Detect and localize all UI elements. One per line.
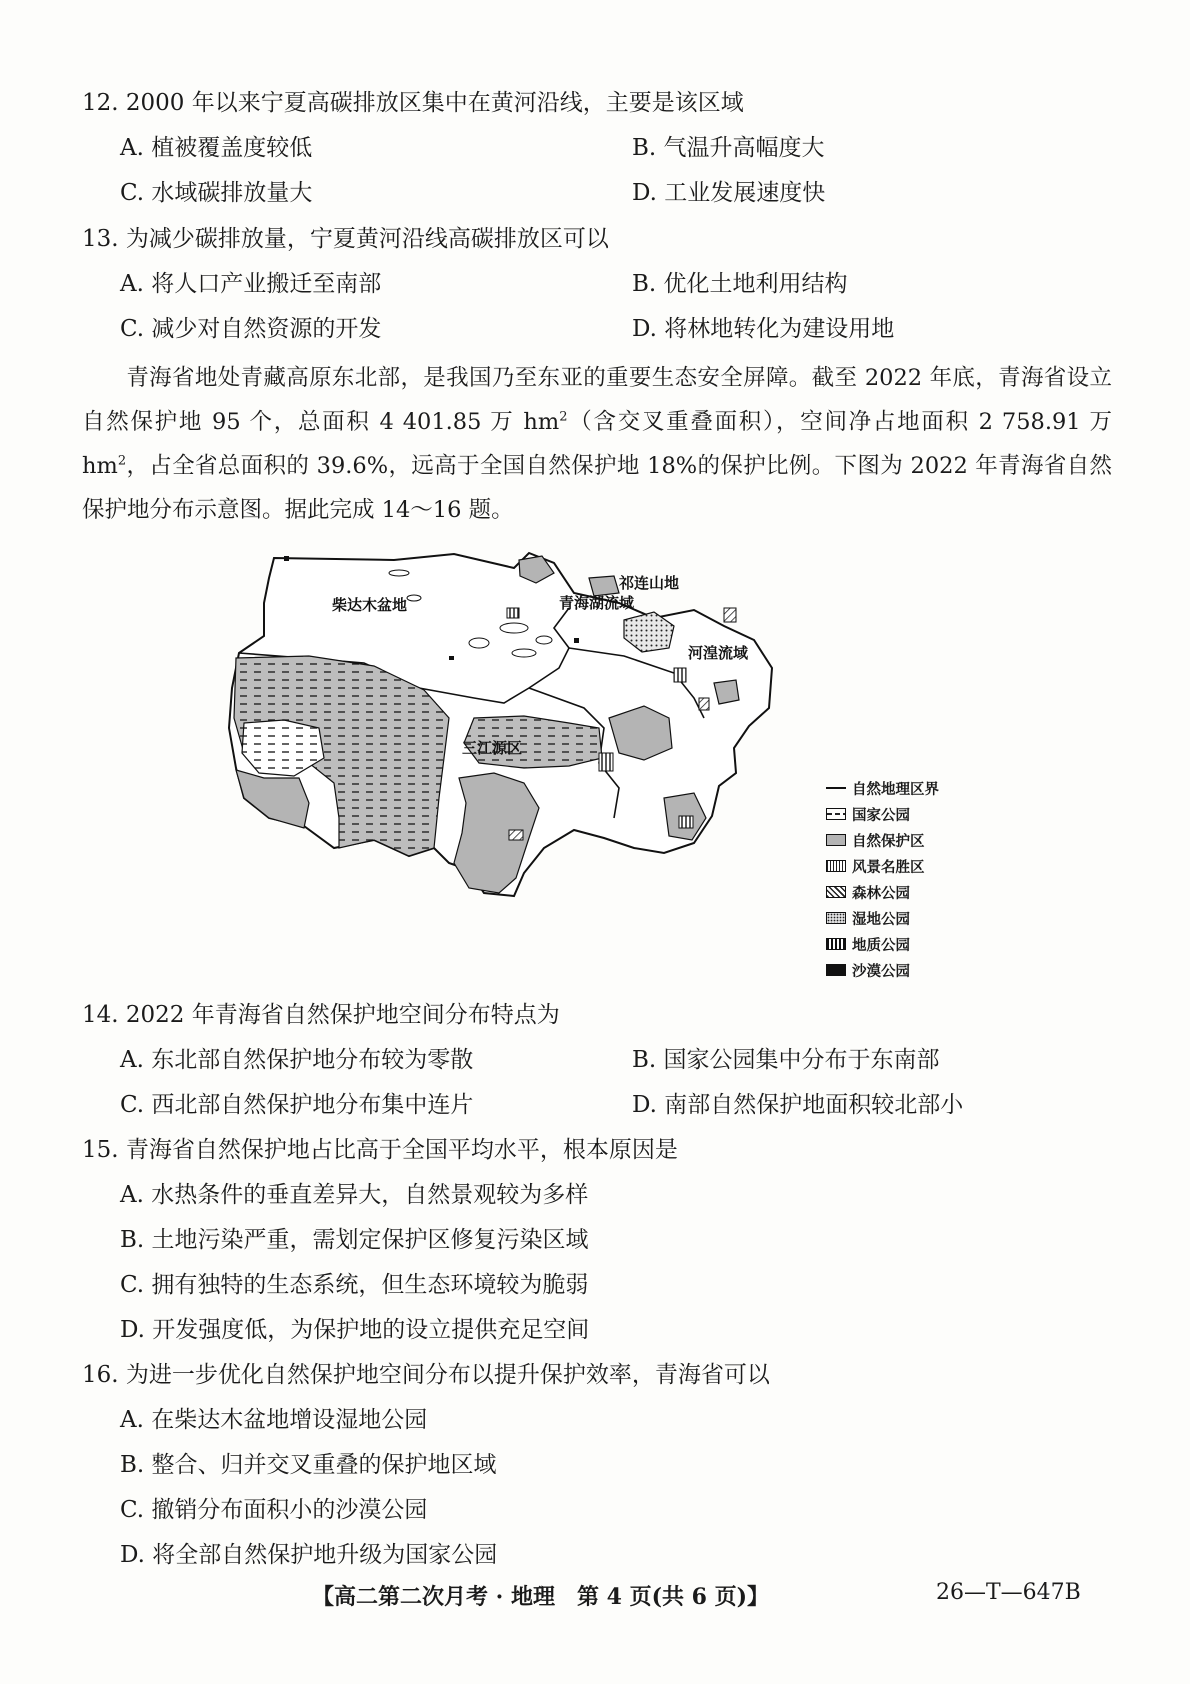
q14-option-a: A. 东北部自然保护地分布较为零散 [120,1047,474,1073]
legend-geological-park: 地质公园 [826,931,939,957]
q14-option-c: C. 西北部自然保护地分布集中连片 [120,1092,474,1118]
label-qinghai-lake: 青海湖流域 [559,594,635,612]
q16-option-a: A. 在柴达木盆地增设湿地公园 [120,1407,428,1433]
q15-option-b: B. 土地污染严重，需划定保护区修复污染区域 [120,1227,589,1253]
page-footer: 【高二第二次月考 · 地理 第 4 页(共 6 页)】 [312,1584,770,1610]
q13-option-d: D. 将林地转化为建设用地 [632,316,895,342]
q12-option-c: C. 水域碳排放量大 [120,180,313,206]
forest-park [509,830,523,840]
boundary-line-icon [826,787,846,789]
q12-option-b: B. 气温升高幅度大 [632,135,825,161]
geological-park [599,753,613,771]
protected-patch [469,638,489,648]
desert-park [284,556,289,561]
legend-forest-park: 森林公园 [826,879,939,905]
label-qilian: 祁连山地 [619,574,680,592]
q16-stem: 16. 为进一步优化自然保护地空间分布以提升保护效率，青海省可以 [82,1362,770,1388]
protected-patch [536,636,552,644]
q15-option-a: A. 水热条件的垂直差异大，自然景观较为多样 [120,1182,589,1208]
legend-national-park: 国家公园 [826,801,939,827]
q14-stem: 14. 2022 年青海省自然保护地空间分布特点为 [82,1002,560,1028]
vertical-lines-thin-icon [826,860,846,872]
label-huangshui: 河湟流域 [688,644,749,662]
scenic-area [507,608,519,618]
legend-desert-park: 沙漠公园 [826,957,939,983]
legend-wetland-park: 湿地公园 [826,905,939,931]
q14-option-d: D. 南部自然保护地面积较北部小 [632,1092,964,1118]
q13-stem: 13. 为减少碳排放量，宁夏黄河沿线高碳排放区可以 [82,226,609,252]
q15-option-c: C. 拥有独特的生态系统，但生态环境较为脆弱 [120,1272,589,1298]
geological-park [679,816,693,828]
q12-option-a: A. 植被覆盖度较低 [120,135,313,161]
q16-option-b: B. 整合、归并交叉重叠的保护地区域 [120,1452,497,1478]
desert-park [574,638,579,643]
vertical-lines-bold-icon [826,938,846,950]
q16-option-d: D. 将全部自然保护地升级为国家公园 [120,1542,498,1568]
q16-option-c: C. 撤销分布面积小的沙漠公园 [120,1497,428,1523]
legend-boundary: 自然地理区界 [826,775,939,801]
forest-park [724,608,736,622]
q12-stem: 12. 2000 年以来宁夏高碳排放区集中在黄河沿线，主要是该区域 [82,90,744,116]
diagonal-hatch-icon [826,886,846,898]
q13-option-c: C. 减少对自然资源的开发 [120,316,382,342]
nature-reserve-huangshui [714,680,739,704]
nature-reserve-southwest [236,770,309,828]
legend-scenic-area: 风景名胜区 [826,853,939,879]
protected-patch [407,595,421,601]
geological-park [674,668,686,682]
q13-option-b: B. 优化土地利用结构 [632,271,848,297]
passage: 青海省地处青藏高原东北部，是我国乃至东亚的重要生态安全屏障。截至 2022 年底，青海省设立自然保护地 95 个，总面积 4 401.85 万 $hm^2$（含交叉重叠面积），空间净占地面积 2 758.91 万 $hm^2$，占全省总面积的 39.6%，远高于全国自然保护地 18%的保护比例。下图为 2022 年青海省自然保护地分布示意图。据此完成 14～16 题。 [82,365,1112,523]
q13-option-a: A. 将人口产业搬迁至南部 [120,271,382,297]
black-fill-icon [826,964,846,976]
dash-pattern-icon [826,808,846,820]
nature-reserve-qilian-2 [589,576,619,596]
q14-option-b: B. 国家公园集中分布于东南部 [632,1047,940,1073]
q15-option-d: D. 开发强度低，为保护地的设立提供充足空间 [120,1317,590,1343]
desert-park [449,656,454,660]
nature-reserve-south [454,773,539,893]
label-sanjiangyuan: 三江源区 [462,739,523,757]
forest-park [699,698,709,710]
q12-option-d: D. 工业发展速度快 [632,180,826,206]
dot-pattern-icon [826,912,846,924]
protected-patch [500,623,528,633]
protected-patch [512,649,536,657]
q15-stem: 15. 青海省自然保护地占比高于全国平均水平，根本原因是 [82,1137,678,1163]
protected-patch [389,570,409,576]
qinghai-protected-area-map [224,548,824,958]
gray-fill-icon [826,834,846,846]
exam-code: 26—T—647B [936,1580,1081,1605]
legend-nature-reserve: 自然保护区 [826,827,939,853]
label-qaidam: 柴达木盆地 [332,596,408,614]
map-legend [826,775,939,983]
